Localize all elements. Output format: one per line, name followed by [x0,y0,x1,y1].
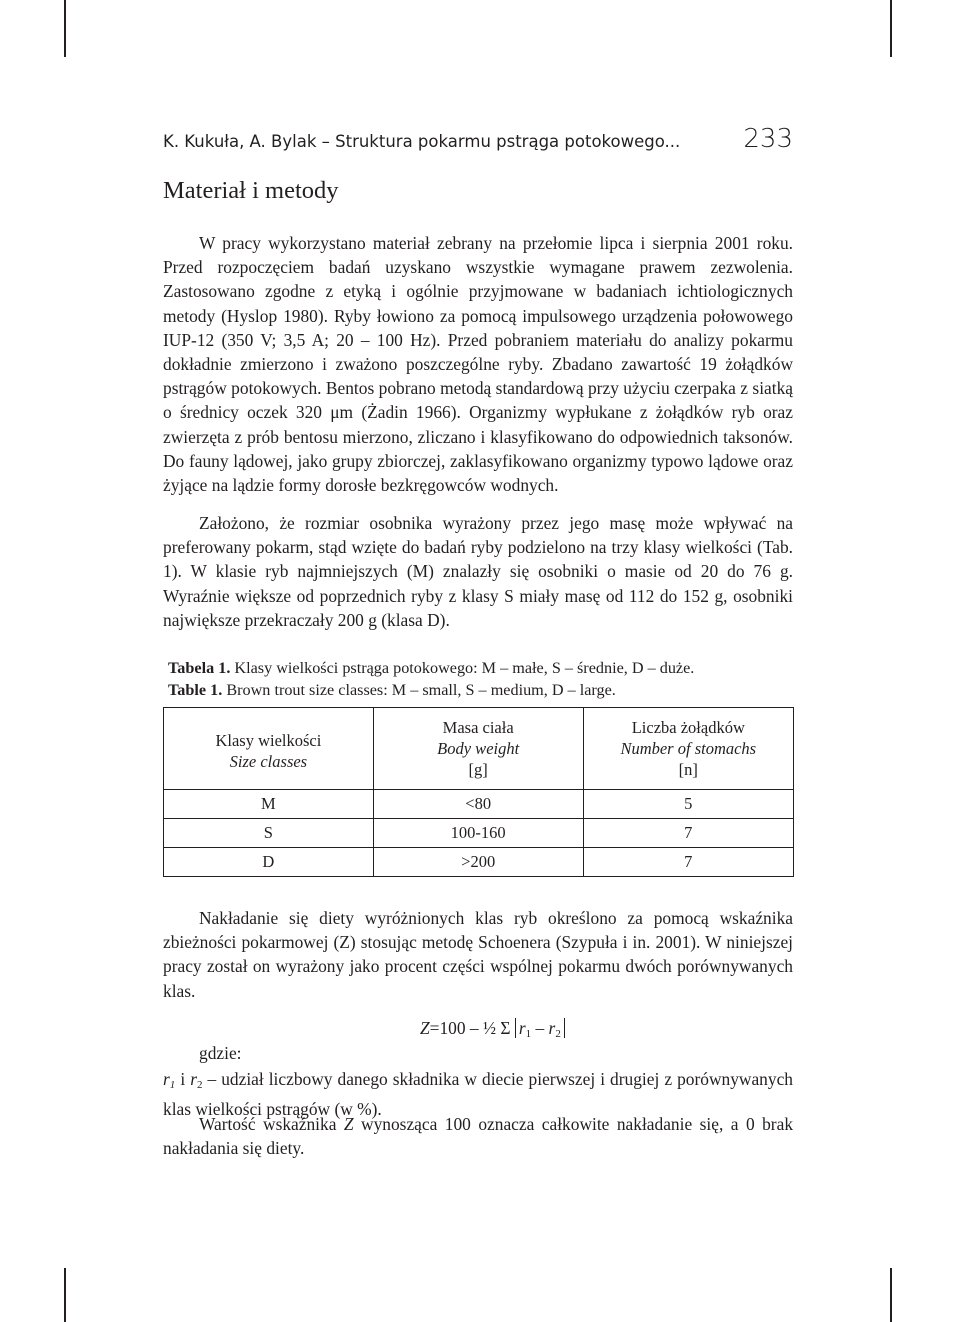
def-and: i [180,1069,186,1089]
section-title: Materiał i metody [163,177,339,204]
header-size-classes [164,708,374,790]
crop-mark-top-left [64,0,66,57]
paragraph-size-classes: Założono, że rozmiar osobnika wyrażony przez jego masę może wpływać na preferowany pokarm, stąd wzięte do badań ryby podzielono na trzy klasy wielkości (Tab. 1). W klasie ryb najmniejszych (M) znalazły się osobniki o masie od 20 do 76 g. Wyraźnie większe od poprzednich ryby z klasy S miały masę od 112 do 152 g, osobniki największe przekraczały 200 g (klasa D). [163,513,793,630]
page-number: 233 [743,124,793,154]
formula-minus: – [535,1018,545,1038]
table-header-row [164,708,794,790]
def-r1: r [163,1069,170,1089]
formula-abs [515,1018,565,1038]
formula-r2: r [548,1018,556,1038]
paragraph-methods: W pracy wykorzystano materiał zebrany na przełomie lipca i sierpnia 2001 roku. Przed rozpoczęciem badań uzyskano wszystkie wymagane prawem zezwolenia. Zastosowano zgodne z etyką i ogólnie przyjmowane w badaniach ichtiologicznych metody (Hyslop 1980). Ryby łowiono za pomocą impulsowego urządzenia połowowego IUP-12 (350 V; 3,5 A; 20 – 100 Hz). Przed pobraniem materiału do analizy pokarmu dokładnie zmierzono i zważono poszczególne ryby. Zbadano zawartość 19 żołądków pstrągów potokowych. Bentos pobrano metodą standardową przy użyciu czerpaka z siatką o średnicy oczek 320 μm (Żadin 1966). Organizmy wypłukane z żołądków ryb oraz zwierzęta z prób bentosu mierzono, zliczano i klasyfikowano do odpowiednich taksonów. Do fauny lądowej, jako grupy zbiorczej, zaklasyfikowano organizmy typowo lądowe oraz żyjące na lądzie formy dorosłe bezkręgowców wodnych. [163,233,793,496]
def-sub1: 1 [169,1079,176,1091]
caption-label-en: Table 1. [168,681,223,699]
caption-label-pl: Tabela 1. [168,659,231,677]
header-pl: Liczba żołądków [631,718,745,737]
formula-sub1: 1 [525,1028,532,1040]
formula-sub2: 2 [555,1028,561,1040]
table-row [164,819,794,848]
cell-stomach-count: 7 [583,848,793,877]
caption-text-en: Brown trout size classes: M – small, S – medium, D – large. [222,681,616,699]
crop-mark-bottom-left [64,1268,66,1322]
crop-mark-bottom-right [890,1268,892,1322]
cell-stomach-count: 5 [583,790,793,819]
schoener-formula [420,1018,565,1040]
cell-size-class: S [164,819,374,848]
table-row [164,848,794,877]
header-stomach-count [583,708,793,790]
header-en: Size classes [229,751,308,771]
header-unit: [g] [468,760,488,779]
def-sub2: 2 [196,1079,203,1091]
interp-rest: wynosząca 100 oznacza całkowite nakładanie się, a 0 brak nakładania się diety. [163,1114,794,1159]
where-label: gdzie: [199,1043,242,1063]
cell-body-weight: >200 [373,848,583,877]
cell-size-class: D [164,848,374,877]
table-row [164,790,794,819]
cell-body-weight: <80 [373,790,583,819]
header-pl: Masa ciała [442,718,514,737]
interp-z: Z [343,1114,354,1134]
header-unit: [n] [678,760,698,779]
cell-size-class: M [164,790,374,819]
size-class-table [163,707,794,877]
crop-mark-top-right [890,0,892,57]
paragraph-diet-overlap: Nakładanie się diety wyróżnionych klas ryb określono za pomocą wskaźnika zbieżności pokarmowej (Z) stosując metodę Schoenera (Szypuła i in. 2001). W niniejszej pracy został on wyrażony jako procent części wspólnej pokarmu dwóch porównywanych klas. [163,908,793,1001]
running-title: K. Kukuła, A. Bylak – Struktura pokarmu pstrąga potokowego... [163,132,681,151]
formula-body: =100 – ½ Σ [429,1018,515,1038]
interp-start: Wartość wskaźnika [199,1114,344,1134]
def-text: – udział liczbowy danego składnika w diecie pierwszej i drugiej z porównywanych klas wielkości pstrągów (w %). [163,1069,793,1120]
cell-body-weight: 100-160 [373,819,583,848]
table-caption-pl [168,657,788,679]
def-r2: r [190,1069,197,1089]
header-body-weight [373,708,583,790]
paragraph-interpretation [163,1112,793,1160]
table-caption-en [168,679,788,701]
caption-text-pl: Klasy wielkości pstrąga potokowego: M – małe, S – średnie, D – duże. [230,659,695,677]
formula-z: Z [420,1018,430,1038]
header-en: Number of stomachs [620,739,757,758]
cell-stomach-count: 7 [583,819,793,848]
formula-r1: r [518,1018,526,1038]
header-en: Body weight [437,739,520,758]
header-pl: Klasy wielkości [215,730,322,750]
